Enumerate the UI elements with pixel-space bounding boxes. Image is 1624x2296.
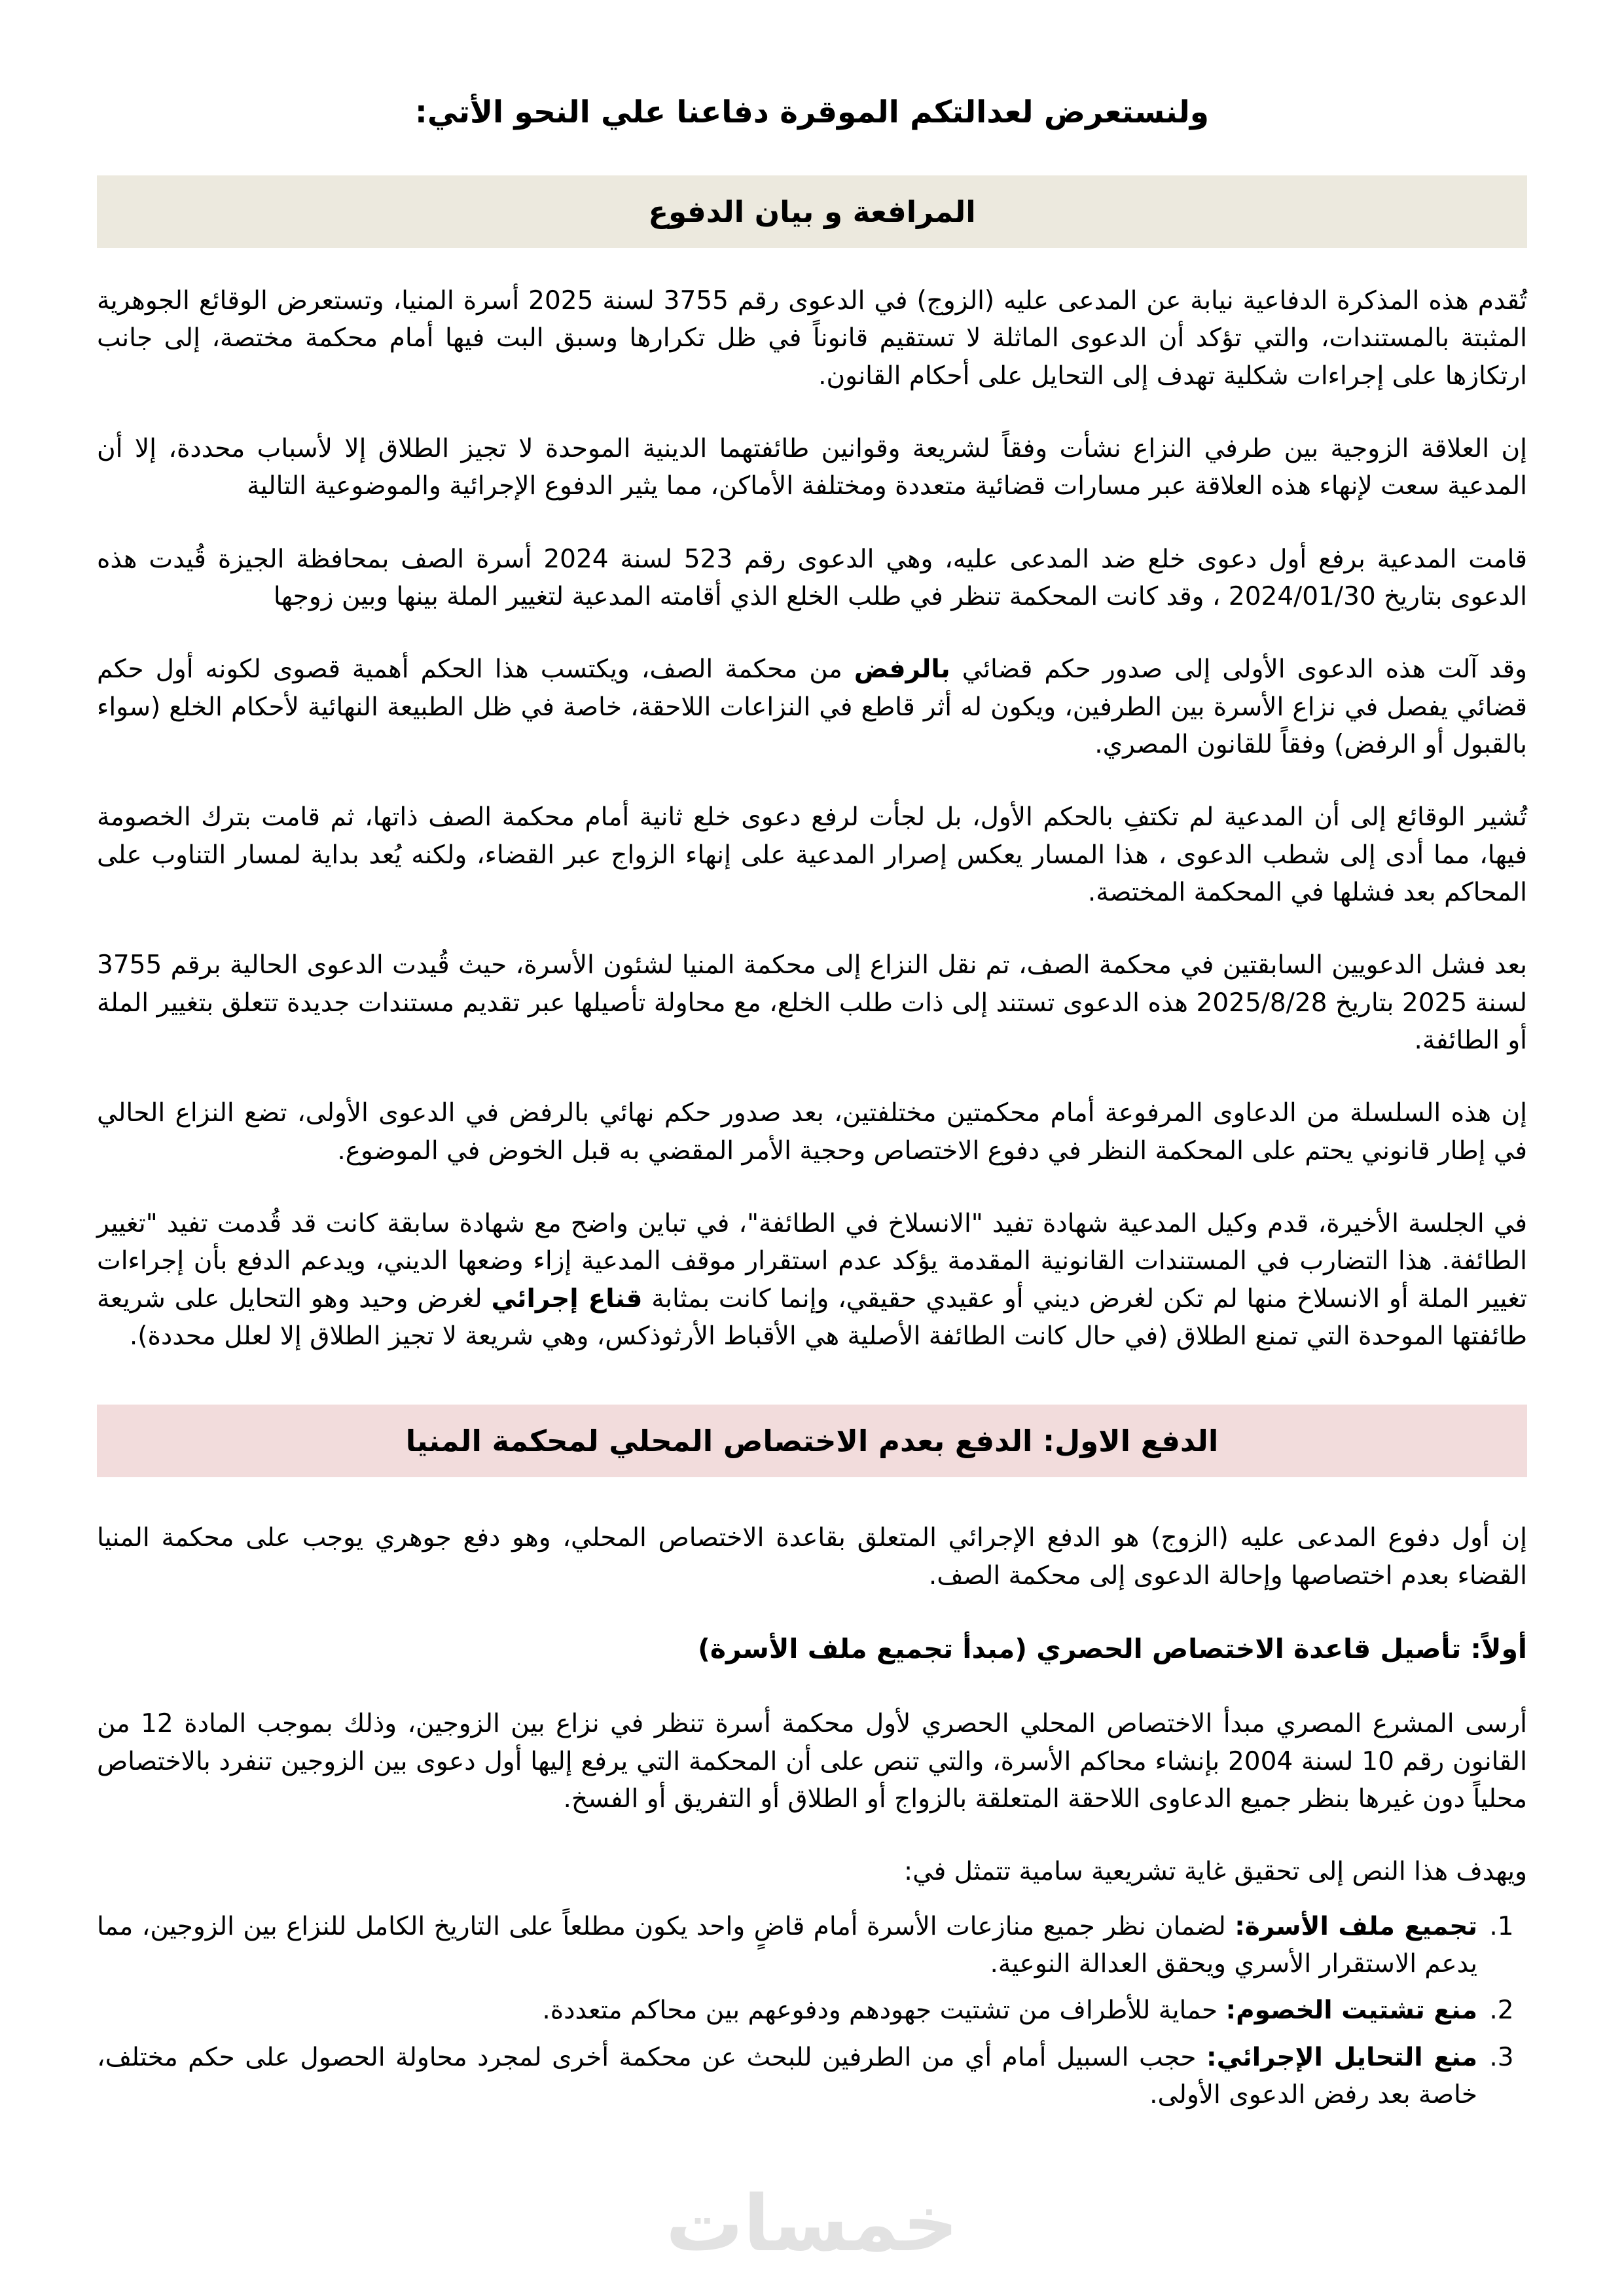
para-second-khula-case [97,798,1527,911]
list-item-prevent-procedural-circumvention [97,2039,1481,2114]
para-legislator-principle [97,1705,1527,1818]
khamsat-watermark-logo: خمسات [665,2178,959,2269]
emphasized-text-run: منع التحايل الإجرائي: [1206,2042,1478,2072]
text-run: في الجلسة الأخيرة، قدم وكيل المدعية شهادة تفيد "الانسلاخ في الطائفة"، في تباين واضح مع شهادة سابقة كانت قد قُدمت تفيد "تغيير الطائفة. هذا التضارب في المستندات القانونية المقدمة يؤكد عدم استقرار موقف المدعية إزاء وضعها الديني، ويدعم الدفع بأن إجراءات تغيير الملة أو الانسلاخ منها لم تكن لغرض ديني أو عقيدي حقيقي، وإنما كانت بمثابة [97,1209,1527,1314]
text-run: إن هذه السلسلة من الدعاوى المرفوعة أمام محكمتين مختلفتين، بعد صدور حكم نهائي بالرفض في الدعوى الأولى، تضع النزاع الحالي في إطار قانوني يحتم على المحكمة النظر في دفوع الاختصاص وحجية الأمر المقضي به قبل الخوض في الموضوع. [97,1098,1527,1166]
text-run: وقد آلت هذه الدعوى الأولى إلى صدور حكم قضائي [950,655,1527,685]
text-run: تُشير الوقائع إلى أن المدعية لم تكتفِ بالحكم الأول، بل لجأت لرفع دعوى خلع ثانية أمام محكمة الصف ذاتها، ثم قامت بترك الخصومة فيها، مما أدى إلى شطب الدعوى ، هذا المسار يعكس إصرار المدعية على إنهاء الزواج عبر القضاء، ولكنه يُعد بداية لمسار التناوب على المحاكم بعد فشلها في المحكمة المختصة. [97,802,1527,908]
legislative-aims-list [97,1908,1527,2114]
para-series-of-cases [97,1094,1527,1170]
text-run: إن أول دفوع المدعى عليه (الزوج) هو الدفع الإجرائي المتعلق بقاعدة الاختصاص المحلي، وهو دفع جوهري يوجب على محكمة المنيا القضاء بعدم اختصاصها وإحالة الدعوى إلى محكمة الصف. [97,1523,1527,1590]
para-first-khula-case [97,541,1527,616]
emphasized-text-run: قناع إجرائي [491,1283,643,1314]
text-run: حجب السبيل أمام أي من الطرفين للبحث عن محكمة أخرى لمجرد محاولة الحصول على حكم مختلف، خاصة بعد رفض الدعوى الأولى. [97,2042,1477,2110]
section-header-pleading-defenses: المرافعة و بيان الدفوع [97,175,1527,248]
para-legislative-aims-intro: ويهدف هذا النص إلى تحقيق غاية تشريعية سامية تتمثل في: [904,1857,1527,1887]
para-first-ruling-rejection [97,651,1527,763]
text-run: تُقدم هذه المذكرة الدفاعية نيابة عن المدعى عليه (الزوج) في الدعوى رقم 3755 لسنة 2025 أسرة المنيا، وتستعرض الوقائع الجوهرية المثبتة بالمستندات، والتي تؤكد أن الدعوى الماثلة لا تستقيم قانوناً في ظل تكرارها وسبق البت فيها أمام محكمة مختصة، إلى جانب ارتكازها على إجراءات شكلية تهدف إلى التحايل على أحكام القانون. [97,286,1527,391]
text-run: لغرض وحيد وهو التحايل على شريعة طائفتها الموحدة التي تمنع الطلاق (في حال كانت الطائفة الأصلية هي الأقباط الأرثوذكس، وهي شريعة لا تجيز الطلاق إلا لعلل محددة). [97,1283,1527,1352]
list-item-prevent-party-dispersion [97,1992,1481,2029]
memo-intro-line: ولنستعرض لعدالتكم الموقرة دفاعنا علي النحو الأتي: [415,94,1209,130]
subheading-exclusive-jurisdiction: أولاً: تأصيل قاعدة الاختصاص الحصري (مبدأ تجميع ملف الأسرة) [698,1633,1527,1665]
para-marital-relationship [97,430,1527,505]
emphasized-text-run: بالرفض [854,655,950,685]
para-first-defense-intro [97,1519,1527,1594]
para-memo-introduction [97,282,1527,395]
para-certificates-contradiction [97,1205,1527,1355]
text-run: قامت المدعية برفع أول دعوى خلع ضد المدعى عليه، وهي الدعوى رقم 523 لسنة 2024 أسرة الصف بمحافظة الجيزة قُيدت هذه الدعوى بتاريخ 2024/01/30 ، وقد كانت المحكمة تنظر في طلب الخلع الذي أقامته المدعية لتغيير الملة بينها وبين زوجها [97,544,1527,612]
list-item-family-file-consolidation [97,1908,1481,1983]
text-run: أرسى المشرع المصري مبدأ الاختصاص المحلي الحصري لأول محكمة أسرة تنظر في نزاع بين الزوجين، وذلك بموجب المادة 12 من القانون رقم 10 لسنة 2004 بإنشاء محاكم الأسرة، والتي تنص على أن المحكمة التي يرفع إليها أول دعوى بين الزوجين تنفرد بالاختصاص محلياً دون غيرها بنظر جميع الدعاوى اللاحقة المتعلقة بالزواج أو الطلاق أو التفريق أو الفسخ. [97,1709,1528,1814]
text-run: حماية للأطراف من تشتيت جهودهم ودفوعهم بين محاكم متعددة. [542,1996,1226,2026]
text-run: بعد فشل الدعويين السابقتين في محكمة الصف، تم نقل النزاع إلى محكمة المنيا لشئون الأسرة، حيث قُيدت الدعوى الحالية برقم 3755 لسنة 2025 بتاريخ 2025/8/28 هذه الدعوى تستند إلى ذات طلب الخلع، مع محاولة تأصيلها عبر تقديم مستندات جديدة تتعلق بتغيير الملة أو الطائفة. [97,950,1528,1056]
emphasized-text-run: منع تشتيت الخصوم: [1225,1996,1477,2026]
para-transfer-to-minya [97,946,1527,1059]
text-run: من محكمة الصف، ويكتسب هذا الحكم أهمية قصوى لكونه أول حكم قضائي يفصل في نزاع الأسرة بين الطرفين، ويكون له أثر قاطع في النزاعات اللاحقة، خاصة في ظل الطبيعة النهائية لأحكام الخلع (سواء بالقبول أو الرفض) وفقاً للقانون المصري. [97,655,1527,760]
emphasized-text-run: تجميع ملف الأسرة: [1235,1911,1477,1941]
section-header-first-defense: الدفع الاول: الدفع بعدم الاختصاص المحلي لمحكمة المنيا [97,1405,1527,1477]
text-run: إن العلاقة الزوجية بين طرفي النزاع نشأت وفقاً لشريعة وقوانين طائفتهما الدينية الموحدة لا تجيز الطلاق إلا لأسباب محددة، إلا أن المدعية سعت لإنهاء هذه العلاقة عبر مسارات قضائية متعددة ومختلفة الأماكن، مما يثير الدفوع الإجرائية والموضوعية التالية [97,434,1527,501]
text-run: لضمان نظر جميع منازعات الأسرة أمام قاضٍ واحد يكون مطلعاً على التاريخ الكامل للنزاع بين الزوجين، مما يدعم الاستقرار الأسري ويحقق العدالة النوعية. [97,1911,1477,1979]
